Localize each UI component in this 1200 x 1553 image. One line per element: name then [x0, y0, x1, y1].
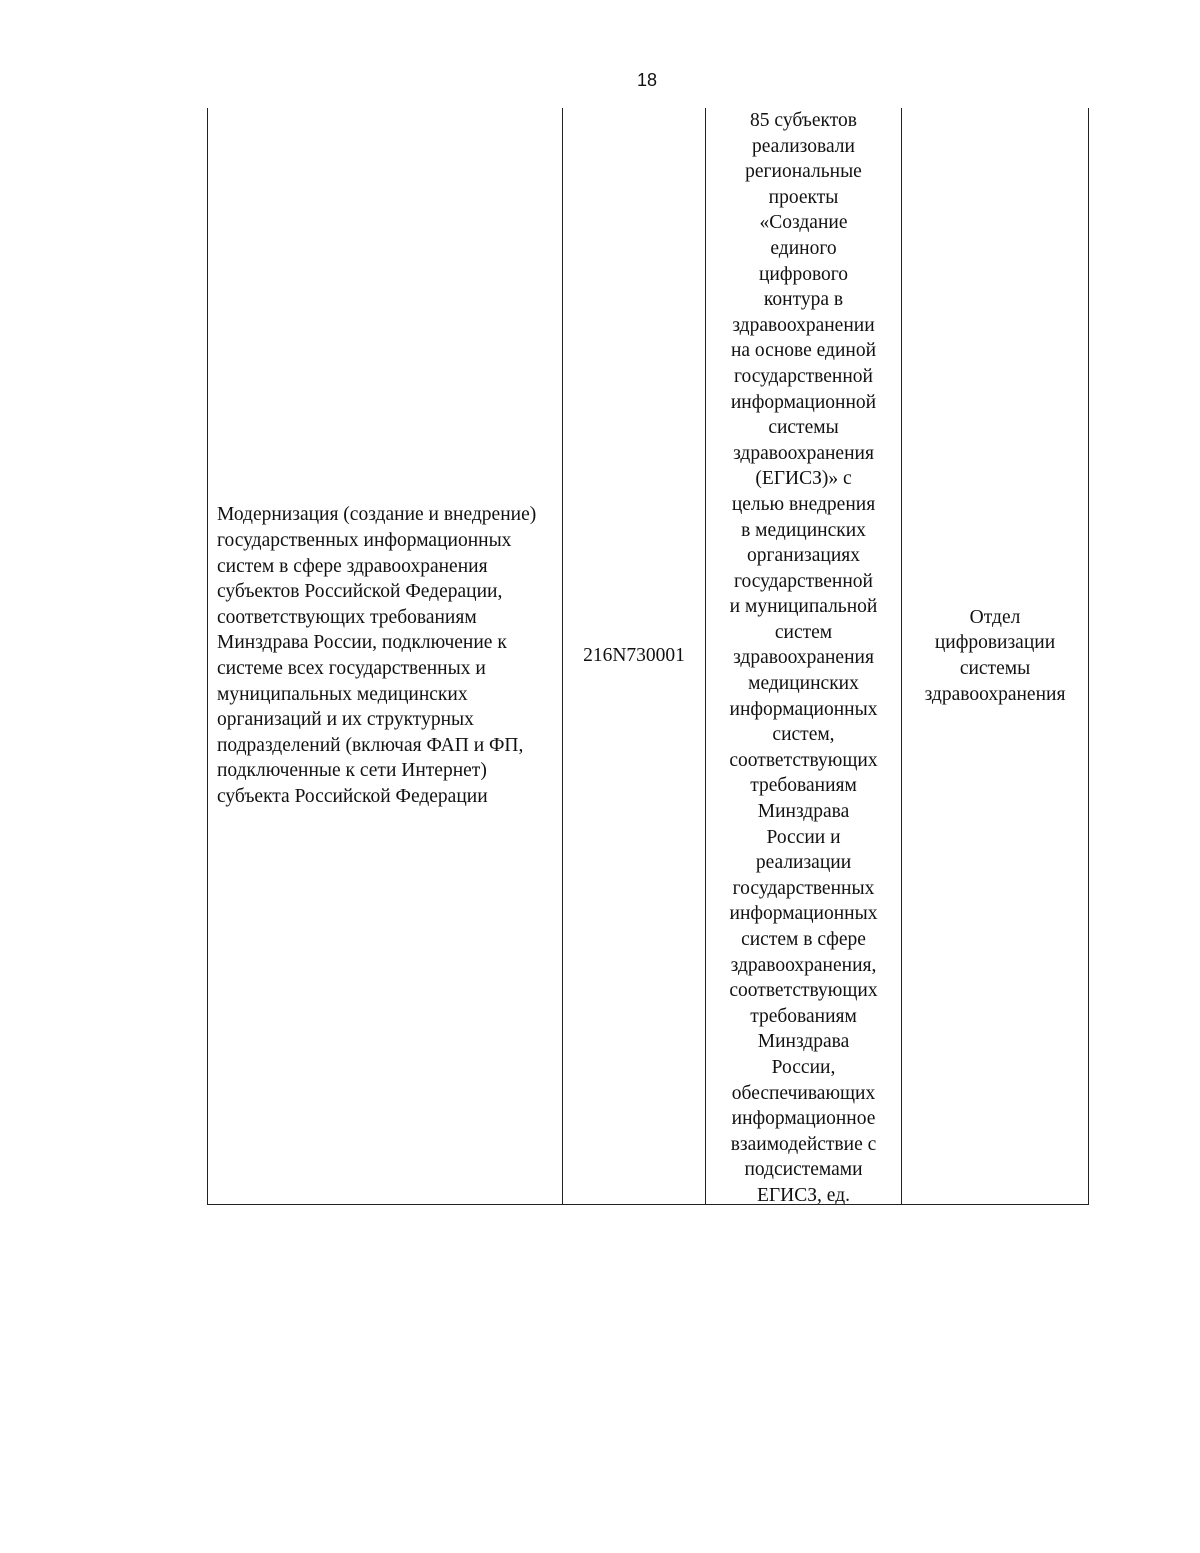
responsible-cell: Отдел цифровизации системы здравоохранения	[902, 108, 1089, 1205]
indicator-cell	[706, 108, 902, 1205]
indicator-line: государственных	[732, 877, 875, 899]
indicator-line: и муниципальной	[729, 596, 878, 618]
indicator-line: здравоохранения	[733, 647, 874, 669]
indicator-text	[710, 108, 897, 1204]
indicator-line: информационное	[731, 1108, 876, 1130]
indicator-line: России и	[766, 826, 841, 848]
indicator-line: проекты	[768, 186, 839, 208]
indicator-line: реализации	[755, 852, 852, 874]
indicator-line: Минздрава	[757, 801, 850, 823]
indicator-line: систем в сфере	[741, 929, 866, 950]
indicator-line: взаимодействие с	[730, 1133, 877, 1155]
indicator-line: «Создание	[759, 212, 848, 234]
indicator-line: Минздрава	[757, 1031, 850, 1053]
indicator-line: 85 субъектов	[750, 110, 857, 131]
indicator-line: (ЕГИСЗ)» с	[755, 468, 852, 490]
indicator-line: системы	[768, 417, 839, 439]
indicator-line: целью внедрения	[731, 493, 876, 515]
indicator-line: ЕГИСЗ, ед.	[757, 1184, 850, 1204]
indicator-line: соответствующих	[729, 749, 878, 771]
indicator-line: соответствующих	[729, 980, 878, 1002]
indicator-line: требованиям	[750, 775, 857, 797]
indicator-line: здравоохранения,	[730, 954, 877, 976]
indicator-line: цифрового	[758, 263, 849, 285]
table-row	[208, 108, 1089, 1205]
document-table	[207, 108, 1089, 1205]
indicator-line: государственной	[734, 570, 873, 592]
indicator-line: медицинских	[748, 673, 859, 695]
indicator-line: организациях	[747, 545, 860, 567]
indicator-line: информационных	[729, 698, 878, 720]
indicator-line: подсистемами	[744, 1159, 863, 1181]
indicator-line: систем,	[772, 724, 835, 746]
indicator-line: здравоохранения	[733, 442, 874, 464]
indicator-line: контура в	[763, 289, 844, 311]
indicator-line: здравоохранении	[732, 314, 875, 336]
indicator-line: на основе единой	[730, 340, 877, 362]
indicator-line: единого	[770, 237, 837, 259]
indicator-line: в медицинских	[741, 519, 866, 541]
indicator-line: обеспечивающих	[731, 1082, 876, 1104]
indicator-line: реализовали	[752, 135, 855, 157]
indicator-line: России,	[771, 1056, 836, 1078]
indicator-line: информационных	[729, 903, 878, 925]
indicator-line: информационной	[730, 391, 877, 413]
indicator-line: систем	[774, 621, 833, 643]
indicator-line: государственной	[734, 365, 873, 387]
indicator-line: требованиям	[750, 1005, 857, 1027]
page-number: 18	[636, 70, 658, 90]
code-cell: 216N730001	[563, 108, 706, 1205]
indicator-line: региональные	[745, 161, 862, 183]
description-cell: Модернизация (создание и внедрение) государственных информационных систем в сфере здравоохранения субъектов Российской Федерации, соответствующих требованиям Минздрава России, подключение к системе всех государственных и муниципальных медицинских организаций и их структурных подразделений (включая ФАП и ФП, подключенные к сети Интернет) субъекта Российской Федерации	[208, 108, 563, 1205]
